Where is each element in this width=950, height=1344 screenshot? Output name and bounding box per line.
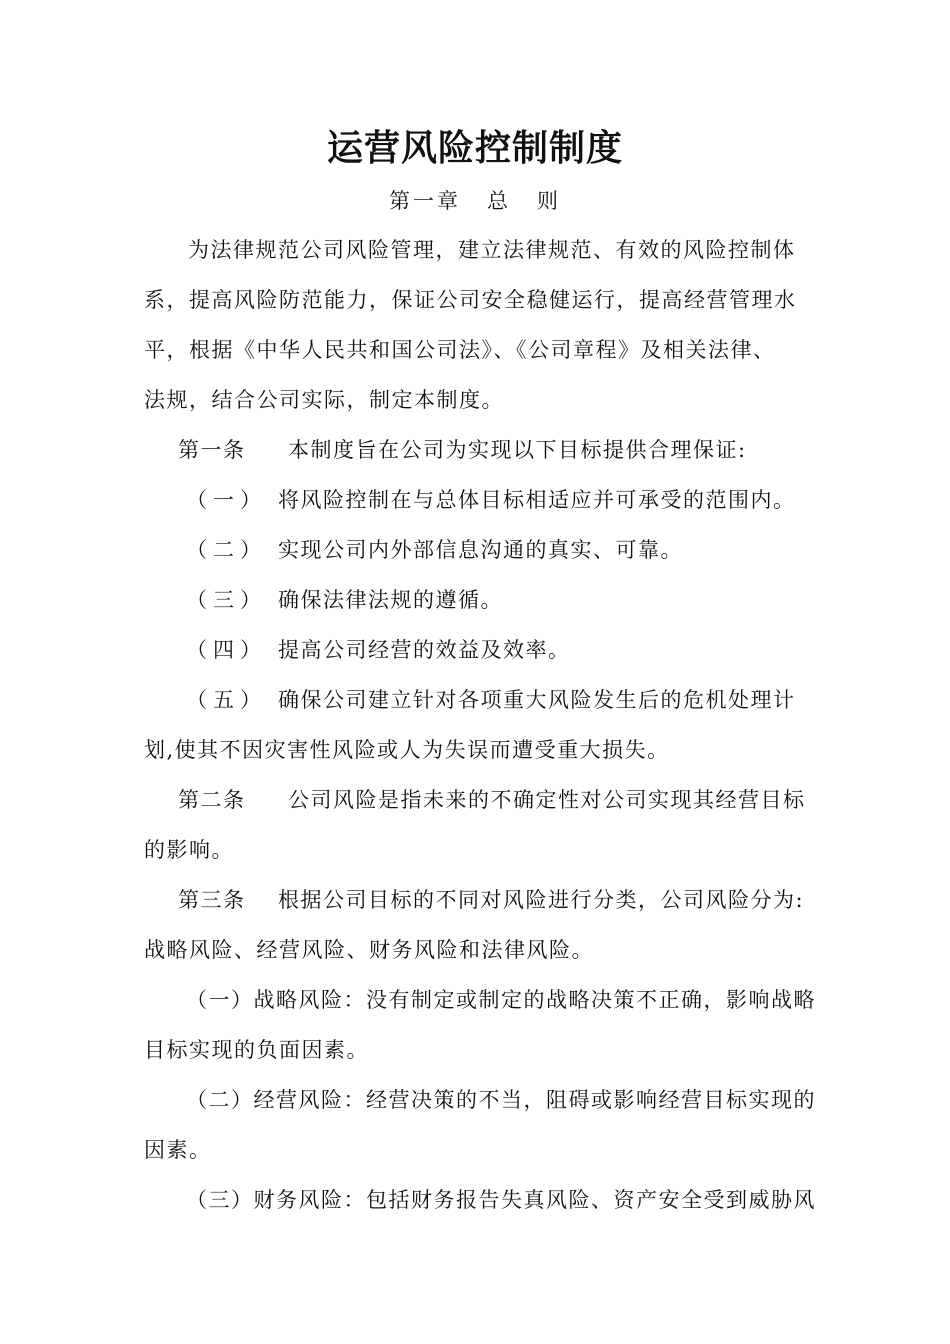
intro-line-2: 系，提高风险防范能力，保证公司安全稳健运行，提高经营管理水: [144, 288, 797, 312]
intro-line-1: 为法律规范公司风险管理，建立法律规范、有效的风险控制体: [188, 238, 796, 262]
risk-strategy-line-2: 目标实现的负面因素。: [144, 1038, 369, 1062]
document-title: 运营风险控制制度: [326, 127, 623, 169]
intro-line-4: 法规，结合公司实际，制定本制度。: [144, 388, 504, 412]
risk-operation-line-1: （二）经营风险：经营决策的不当，阻碍或影响经营目标实现的: [186, 1088, 816, 1112]
risk-operation-line-2: 因素。: [144, 1138, 212, 1162]
chapter-heading: [0, 183, 950, 219]
article-2-label: 第二条: [178, 788, 246, 812]
risk-finance-line-1: （三）财务风险：包括财务报告失真风险、资产安全受到威胁风: [186, 1188, 816, 1212]
article-1-item-5: （五） 确保公司建立针对各项重大风险发生后的危机处理计: [186, 688, 796, 712]
article-2: [178, 784, 858, 816]
article-2-text: 公司风险是指未来的不确定性对公司实现其经营目标: [288, 788, 806, 812]
article-1-item-4: （四） 提高公司经营的效益及效率。: [186, 638, 571, 662]
chapter-number: 第一章: [389, 189, 461, 213]
article-1-item-2: （二） 实现公司内外部信息沟通的真实、可靠。: [186, 538, 683, 562]
risk-strategy-line-1: （一）战略风险：没有制定或制定的战略决策不正确，影响战略: [186, 988, 816, 1012]
article-1-text: 本制度旨在公司为实现以下目标提供合理保证:: [288, 438, 747, 462]
intro-line-3: 平，根据《中华人民共和国公司法》、《公司章程》及相关法律、: [144, 338, 776, 362]
article-1-item-3: （三） 确保法律法规的遵循。: [186, 588, 503, 612]
chapter-name-b: 则: [537, 189, 561, 213]
article-1-item-1: （一） 将风险控制在与总体目标相适应并可承受的范围内。: [186, 488, 796, 512]
article-3-text: 根据公司目标的不同对风险进行分类，公司风险分为:: [278, 888, 805, 912]
article-1-label: 第一条: [178, 438, 246, 462]
chapter-name-a: 总: [487, 189, 511, 213]
article-3-cont: 战略风险、经营风险、财务风险和法律风险。: [144, 938, 594, 962]
article-3-label: 第三条: [178, 888, 246, 912]
article-3: [178, 884, 858, 916]
article-1-item-5-cont: 划,使其不因灾害性风险或人为失误而遭受重大损失。: [144, 738, 670, 762]
article-2-cont: 的影响。: [144, 838, 234, 862]
article-1: [178, 434, 858, 466]
